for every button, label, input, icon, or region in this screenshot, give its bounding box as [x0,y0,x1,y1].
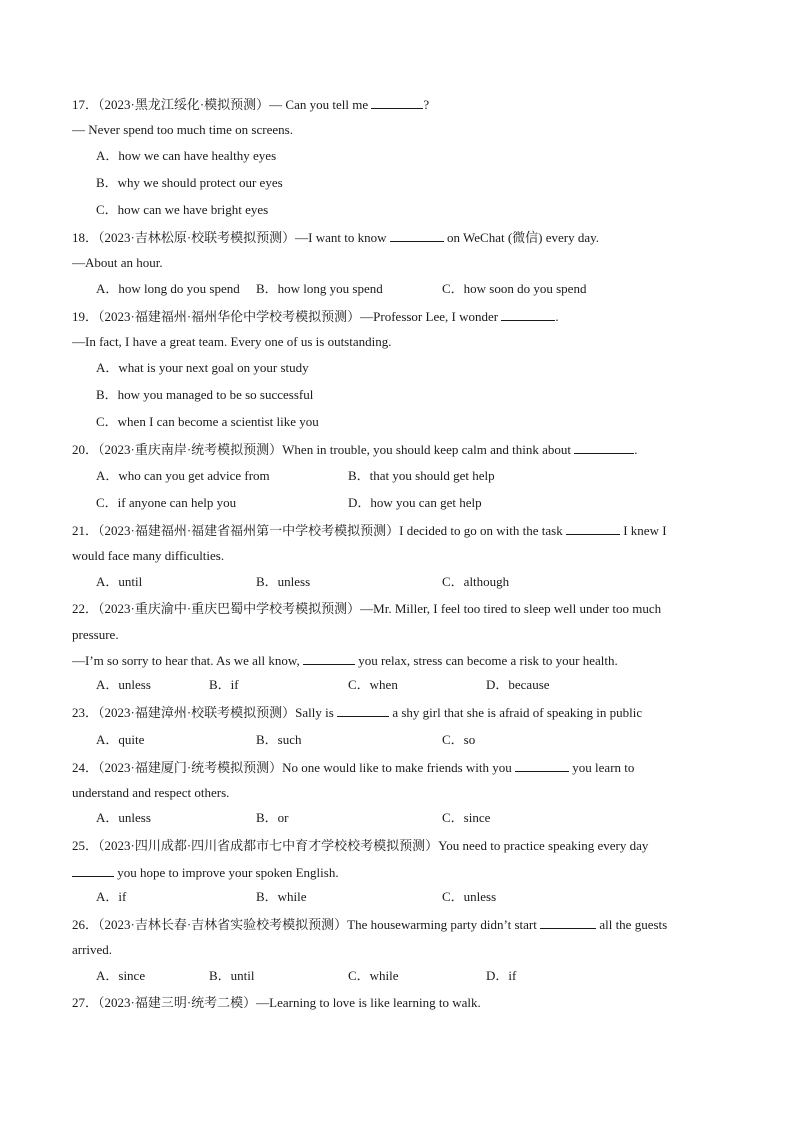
question-26-stem: 26．（2023·吉林长春·吉林省实验校考模拟预测）The housewarming party didn’t start all the guests [72,917,668,932]
option-a: A．how we can have healthy eyes [96,148,277,163]
question-21-continued: would face many difficulties. [72,548,225,563]
option-b: B．how long you spend [256,281,383,296]
option-a: A．if [96,889,127,904]
answer-blank [303,652,355,665]
option-d: D．because [486,677,550,692]
question-22-continued: pressure. [72,627,119,642]
option-c: C．when [348,677,398,692]
option-b: B．that you should get help [348,468,495,483]
answer-blank [566,522,620,535]
answer-blank [540,916,596,929]
question-21-stem: 21．（2023·福建福州·福建省福州第一中学校考模拟预测）I decided to go on with the task I knew I [72,523,667,538]
question-27-stem: 27．（2023·福建三明·统考二模）—Learning to love is like learning to walk. [72,995,481,1010]
question-24-continued: understand and respect others. [72,785,230,800]
option-d: D．how you can get help [348,495,482,510]
option-b: B．unless [256,574,311,589]
question-22-stem: 22．（2023·重庆渝中·重庆巴蜀中学校考模拟预测）—Mr. Miller, I feel too tired to sleep well under too much [72,601,662,616]
option-b: B．while [256,889,307,904]
option-b: B．or [256,810,289,825]
option-c: C．if anyone can help you [96,495,237,510]
question-18-dialogue: —About an hour. [72,255,163,270]
option-a: A．since [96,968,146,983]
option-b: B．until [209,968,255,983]
question-17-stem: 17．（2023·黑龙江绥化·模拟预测）— Can you tell me ? [72,97,430,112]
answer-blank [574,441,634,454]
option-c: C．when I can become a scientist like you [96,414,319,429]
option-b: B．such [256,732,302,747]
option-a: A．unless [96,677,151,692]
answer-blank [390,229,444,242]
question-25-continued: you hope to improve your spoken English. [72,864,339,881]
option-b: B．why we should protect our eyes [96,175,283,190]
question-23-stem: 23．（2023·福建漳州·校联考模拟预测）Sally is a shy girl that she is afraid of speaking in public [72,705,643,720]
question-20-stem: 20．（2023·重庆南岸·统考模拟预测）When in trouble, you should keep calm and think about . [72,442,638,457]
option-c: C．unless [442,889,497,904]
option-b: B．if [209,677,239,692]
option-c: C．how soon do you spend [442,281,587,296]
option-a: A．how long do you spend [96,281,240,296]
option-a: A．until [96,574,143,589]
option-c: C．since [442,810,491,825]
answer-blank [337,704,389,717]
question-22-dialogue: —I’m so sorry to hear that. As we all know, you relax, stress can become a risk to your health. [72,653,618,668]
answer-blank [72,864,114,877]
question-17-dialogue: — Never spend too much time on screens. [72,122,293,137]
option-a: A．who can you get advice from [96,468,270,483]
question-26-continued: arrived. [72,942,113,957]
answer-blank [515,759,569,772]
answer-blank [371,96,423,109]
question-25-stem: 25．（2023·四川成都·四川省成都市七中育才学校校考模拟预测）You need to practice speaking every day [72,838,649,853]
answer-blank [501,308,555,321]
option-b: B．how you managed to be so successful [96,387,314,402]
question-24-stem: 24．（2023·福建厦门·统考模拟预测）No one would like to make friends with you you learn to [72,760,635,775]
question-19-stem: 19．（2023·福建福州·福州华伦中学校考模拟预测）—Professor Lee, I wonder . [72,309,559,324]
option-c: C．so [442,732,476,747]
option-a: A．what is your next goal on your study [96,360,309,375]
question-19-dialogue: —In fact, I have a great team. Every one of us is outstanding. [72,334,392,349]
question-18-stem: 18．（2023·吉林松原·校联考模拟预测）—I want to know on WeChat (微信) every day. [72,230,600,245]
option-d: D．if [486,968,517,983]
option-c: C．although [442,574,510,589]
option-c: C．while [348,968,399,983]
option-a: A．unless [96,810,151,825]
option-a: A．quite [96,732,145,747]
option-c: C．how can we have bright eyes [96,202,269,217]
